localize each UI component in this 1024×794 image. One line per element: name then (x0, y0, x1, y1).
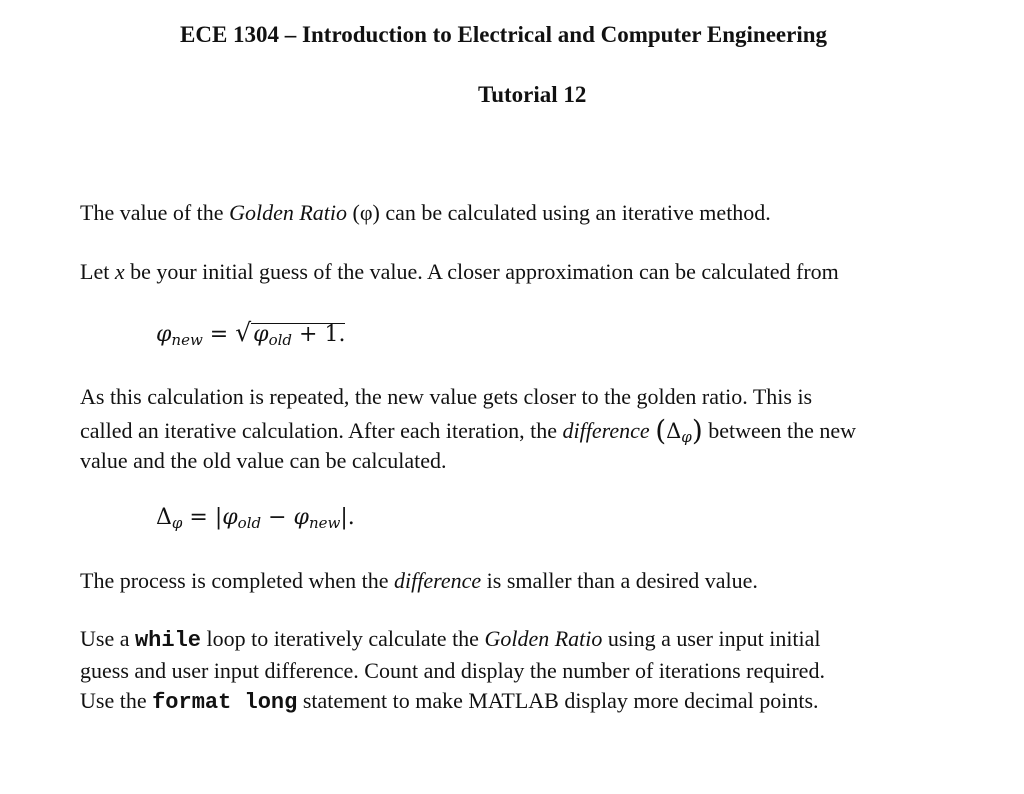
golden-ratio-term-2: Golden Ratio (484, 626, 603, 651)
tutorial-heading: Tutorial 12 (478, 82, 587, 107)
instructions-line-1 (80, 623, 821, 657)
guess-paragraph (80, 256, 839, 288)
delta-lhs-subscript: φ (171, 514, 183, 532)
plus-one: + 1. (299, 322, 346, 347)
instructions-line-2: guess and user input difference. Count and display the number of iterations required. (80, 658, 825, 683)
phi-new-subscript-2: new (308, 514, 341, 532)
instructions-line-3 (80, 685, 819, 719)
x-variable: x (114, 259, 125, 284)
phi-new-subscript: new (171, 331, 203, 349)
equals-sign-2: = (189, 505, 208, 530)
instr-1-post: using a user input initial (602, 626, 821, 651)
phi-old-subscript-2: old (237, 514, 262, 532)
format-long-keyword: format long (152, 690, 298, 715)
guess-text-post: be your initial guess of the value. A closer approximation can be calculated from (124, 259, 839, 284)
guess-text-pre: Let (80, 259, 115, 284)
while-keyword: while (134, 628, 201, 653)
instr-1-pre: Use a (80, 626, 135, 651)
iterative-line-2-post: between the new (702, 418, 857, 443)
iteration-equation (156, 318, 345, 347)
completion-pre: The process is completed when the (80, 568, 395, 593)
abs-bar-right: |. (340, 505, 355, 530)
difference-term-2: difference (394, 568, 482, 593)
delta-phi-inline: $(\Delta_\varphi)$ (655, 414, 703, 447)
intro-paragraph (80, 197, 771, 229)
radicand (251, 323, 345, 347)
minus-sign: − (268, 505, 287, 530)
delta-lhs-symbol: Δ (156, 505, 172, 530)
iterative-line-1: As this calculation is repeated, the new value gets closer to the golden ratio. This is (80, 384, 813, 409)
delta-subscript: φ (681, 428, 692, 446)
intro-text-pre: The value of the (80, 200, 230, 225)
completion-post: is smaller than a desired value. (481, 568, 758, 593)
phi-new-symbol: φ (156, 322, 172, 347)
difference-equation (156, 505, 355, 530)
iterative-line-2-pre: called an iterative calculation. After each iteration, the (80, 418, 563, 443)
phi-new-symbol-2: φ (293, 505, 309, 530)
phi-old-subscript: old (268, 331, 293, 349)
square-root-sign: √ (235, 318, 252, 347)
golden-ratio-term: Golden Ratio (229, 200, 347, 225)
delta-symbol: Δ (666, 419, 682, 443)
instr-1-mid: loop to iteratively calculate the (201, 626, 485, 651)
completion-paragraph (80, 565, 758, 597)
iterative-line-3: value and the old value can be calculated. (80, 448, 447, 473)
equals-sign: = (209, 322, 229, 347)
iterative-line-2 (80, 413, 856, 449)
phi-old-symbol: φ (253, 322, 269, 347)
difference-term: difference (562, 418, 650, 443)
intro-text-post: (φ) can be calculated using an iterative method. (347, 200, 771, 225)
abs-bar-left: | (214, 505, 223, 530)
instr-3-post: statement to make MATLAB display more decimal points. (297, 688, 819, 713)
instr-3-pre: Use the (80, 688, 153, 713)
course-title: ECE 1304 – Introduction to Electrical and Computer Engineering (180, 22, 827, 47)
phi-old-symbol-2: φ (222, 505, 238, 530)
